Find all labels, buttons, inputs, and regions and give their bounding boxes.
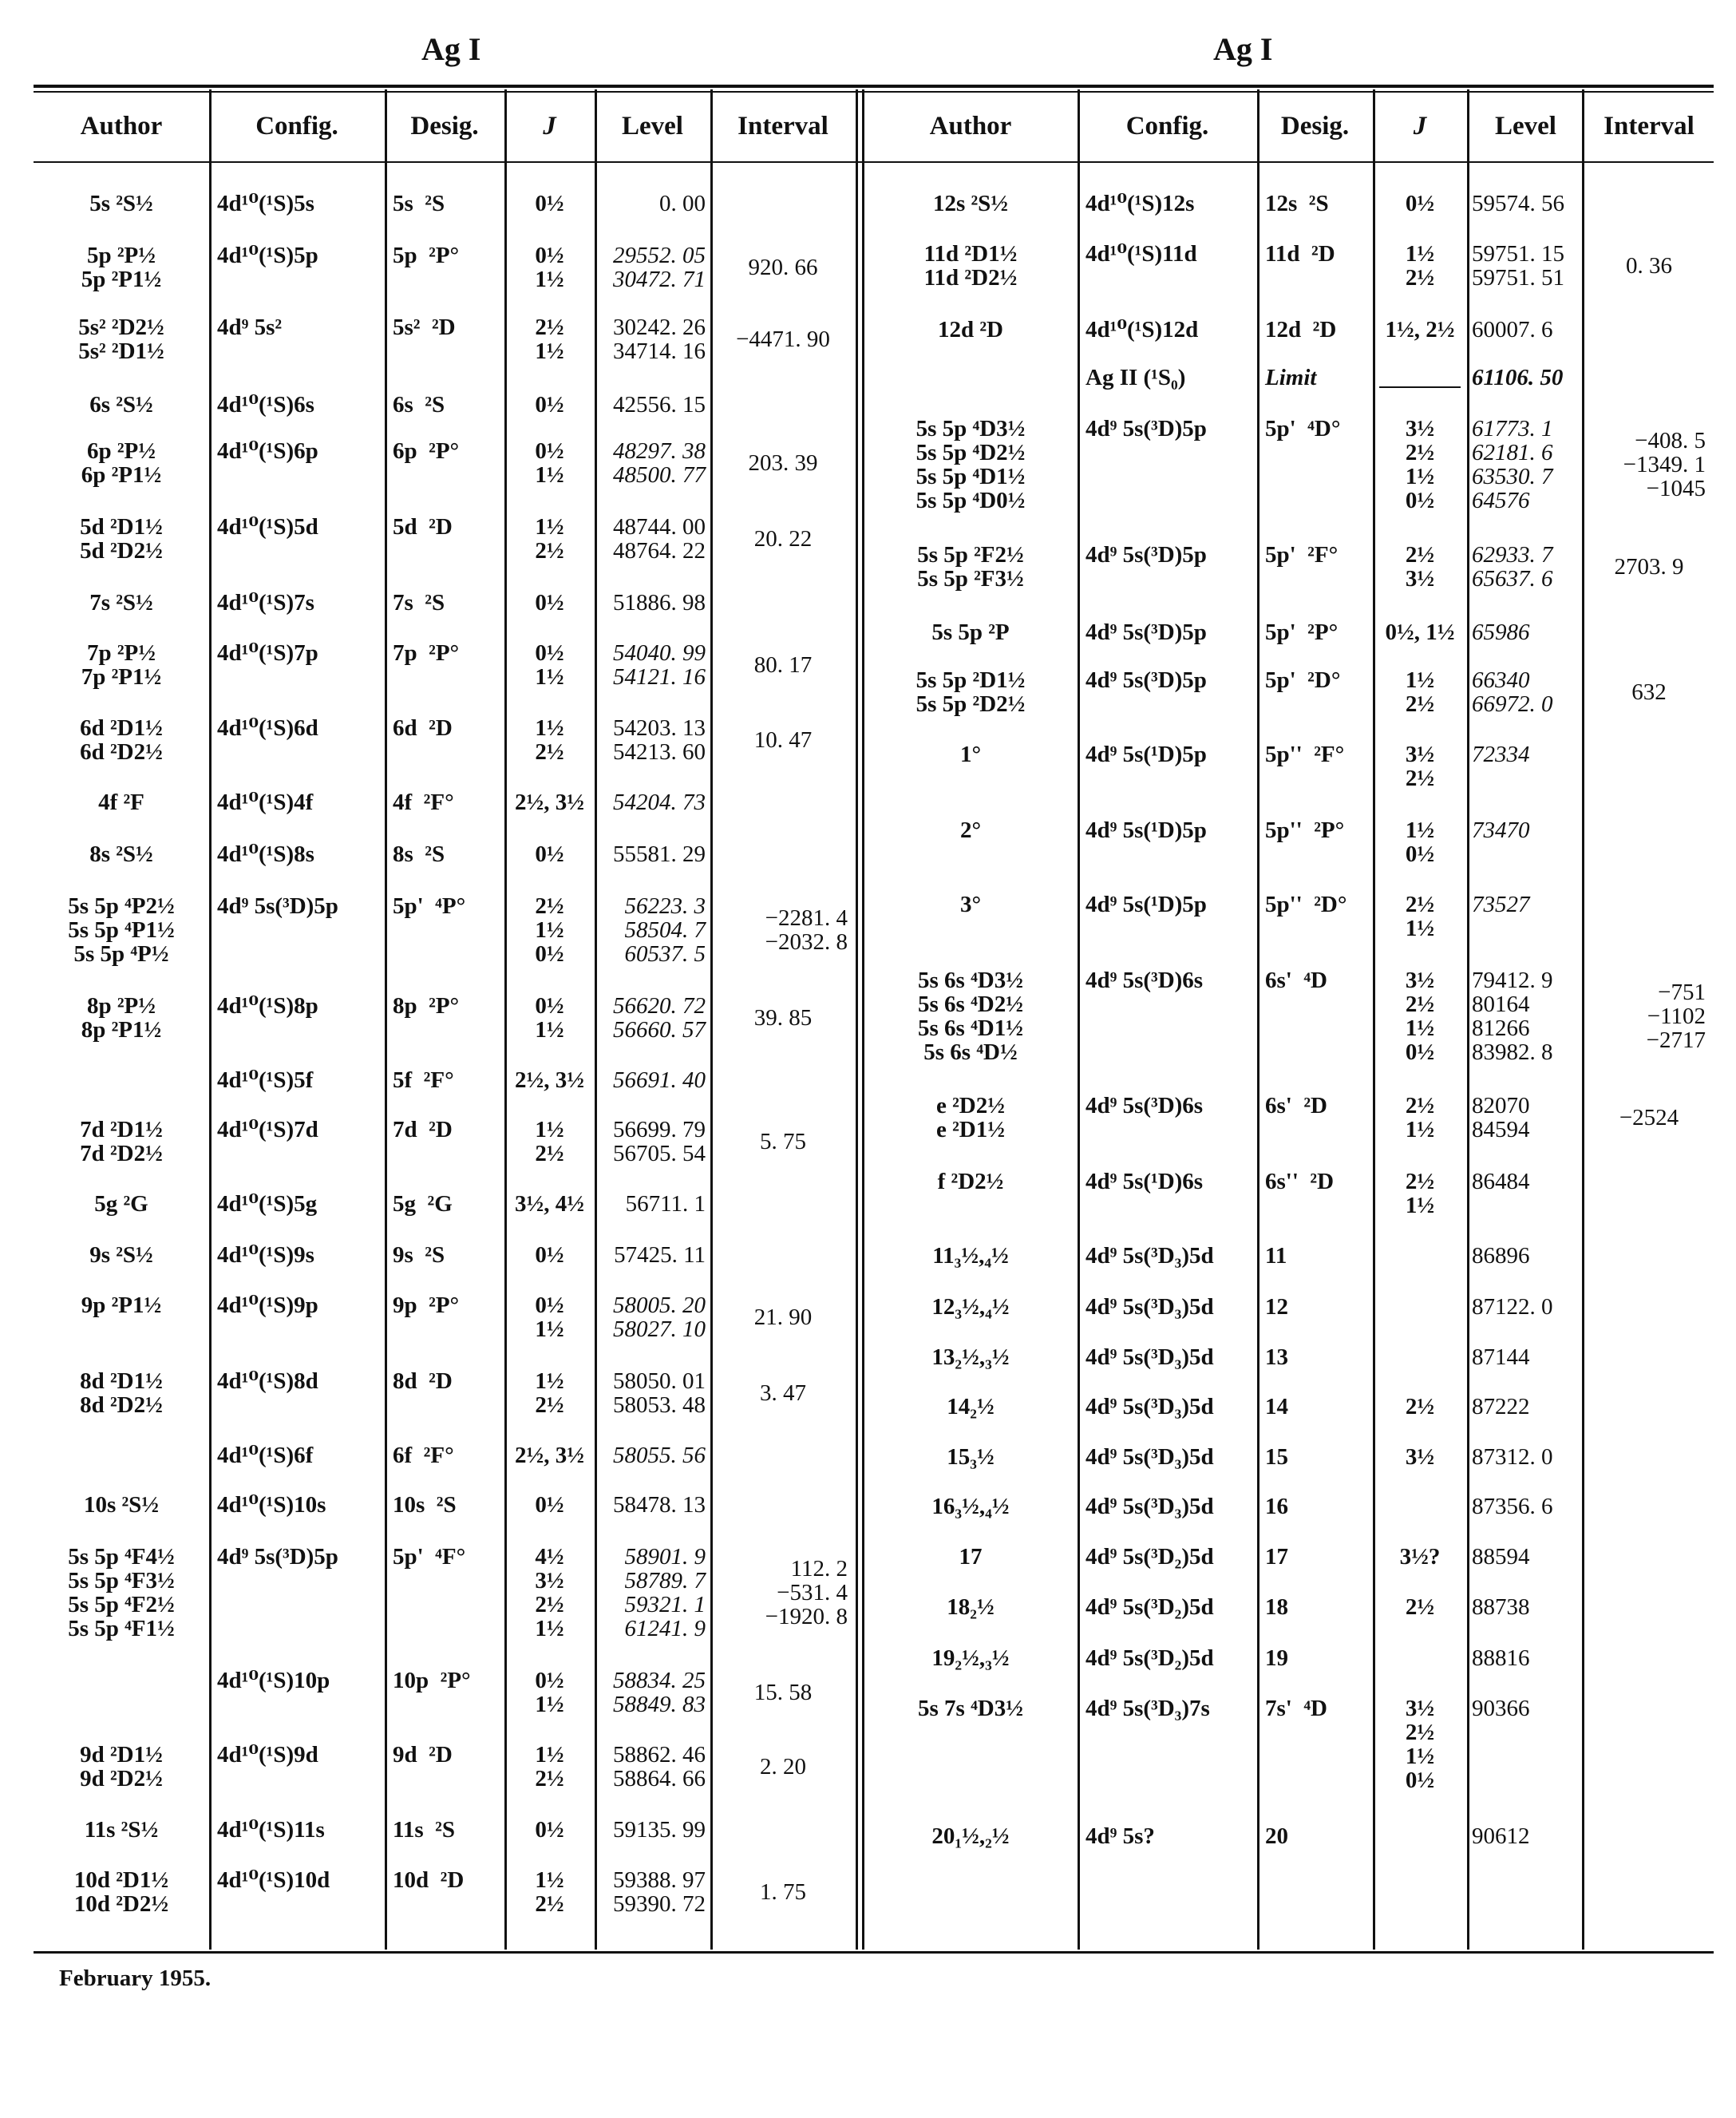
- level-cell: 65986: [1472, 620, 1530, 645]
- header-config: Config.: [1125, 112, 1209, 141]
- desig-cell: 12: [1265, 1294, 1288, 1320]
- desig-cell: 5p'' ²P°: [1265, 818, 1345, 843]
- interval-cell: −751 −1102 −2717: [1646, 980, 1706, 1053]
- header-interval: Interval: [1604, 112, 1694, 141]
- level-cell: 55581. 29: [613, 841, 706, 867]
- author-cell: 19₂½,₃½: [931, 1645, 1010, 1671]
- level-cell: 90366: [1472, 1696, 1530, 1721]
- config-cell: 4d⁹ 5s(³D)5p: [1085, 542, 1207, 568]
- interval-cell: −2281. 4 −2032. 8: [765, 905, 848, 955]
- author-cell: 17: [959, 1544, 983, 1570]
- j-cell: 0½ 1½: [535, 1668, 564, 1717]
- level-cell: 58055. 56: [613, 1443, 706, 1468]
- column-divider: [1257, 89, 1259, 1950]
- desig-cell: 5p'' ²F°: [1265, 742, 1345, 767]
- author-cell: 8d ²D1½ 8d ²D2½: [80, 1368, 163, 1418]
- level-cell: 61773. 1 62181. 6 63530. 7 64576: [1472, 416, 1553, 513]
- author-cell: 8p ²P½ 8p ²P1½: [81, 993, 162, 1043]
- interval-cell: 203. 39: [748, 450, 818, 476]
- desig-cell: 11d ²D: [1265, 241, 1335, 267]
- header-rule: [34, 161, 1714, 163]
- author-cell: 20₁½,₂½: [931, 1823, 1010, 1849]
- interval-cell: 632: [1631, 679, 1667, 705]
- author-cell: 7p ²P½ 7p ²P1½: [81, 640, 162, 690]
- header-author: Author: [929, 112, 1012, 141]
- config-cell: 4d¹⁰(¹S)7s: [217, 590, 314, 616]
- author-cell: f ²D2½: [937, 1169, 1004, 1194]
- config-cell: 4d⁹ 5s(³D₂)5d: [1085, 1544, 1214, 1570]
- config-cell: 4d¹⁰(¹S)8s: [217, 841, 314, 867]
- desig-cell: 10d ²D: [393, 1867, 465, 1893]
- level-cell: 30242. 26 34714. 16: [613, 315, 706, 364]
- author-cell: 12s ²S½: [932, 191, 1009, 216]
- desig-cell: 10p ²P°: [393, 1668, 471, 1693]
- author-cell: 5s 5p ²P: [931, 620, 1010, 645]
- desig-cell: 6s'' ²D: [1265, 1169, 1335, 1194]
- level-cell: 87144: [1472, 1344, 1530, 1370]
- desig-cell: 8p ²P°: [393, 993, 460, 1019]
- desig-cell: 6p ²P°: [393, 438, 460, 464]
- config-cell: Ag II (¹S₀): [1085, 365, 1186, 390]
- j-cell: 0½ 1½: [535, 243, 564, 292]
- j-cell: 0½: [535, 590, 564, 616]
- author-cell: 13₂½,₃½: [931, 1344, 1010, 1370]
- config-cell: 4d¹⁰(¹S)7d: [217, 1117, 318, 1142]
- j-cell: 3½: [1405, 1444, 1435, 1470]
- top-rule: [34, 85, 1714, 88]
- author-cell: 2°: [959, 818, 982, 843]
- level-cell: 56620. 72 56660. 57: [613, 993, 706, 1043]
- desig-cell: 7p ²P°: [393, 640, 460, 666]
- desig-cell: 6s' ⁴D: [1265, 968, 1327, 993]
- j-cell: 1½ 2½: [1405, 667, 1435, 717]
- level-cell: 54040. 99 54121. 16: [613, 640, 706, 690]
- j-cell: 0½: [535, 1817, 564, 1843]
- interval-cell: 920. 66: [748, 255, 818, 280]
- level-cell: 54203. 13 54213. 60: [613, 715, 706, 765]
- author-cell: 5s 6s ⁴D3½ 5s 6s ⁴D2½ 5s 6s ⁴D1½ 5s 6s ⁴D½: [918, 968, 1023, 1065]
- level-cell: 56223. 3 58504. 7 60537. 5: [624, 893, 706, 967]
- j-cell: 0½ 1½: [535, 993, 564, 1043]
- desig-cell: 7d ²D: [393, 1117, 453, 1142]
- desig-cell: 5g ²G: [393, 1191, 453, 1217]
- title-right: Ag I: [1213, 31, 1273, 67]
- config-cell: 4d⁹ 5s(³D₃)5d: [1085, 1444, 1214, 1470]
- desig-cell: 12s ²S: [1265, 191, 1329, 216]
- desig-cell: 6f ²F°: [393, 1443, 454, 1468]
- level-cell: 54204. 73: [613, 790, 706, 815]
- config-cell: 4d¹⁰(¹S)5g: [217, 1191, 318, 1217]
- interval-cell: 5. 75: [760, 1129, 806, 1154]
- config-cell: 4d⁹ 5s(¹D)5p: [1085, 892, 1207, 917]
- level-cell: 58834. 25 58849. 83: [613, 1668, 706, 1717]
- author-cell: 5s² ²D2½ 5s² ²D1½: [78, 315, 164, 364]
- level-cell: 48744. 00 48764. 22: [613, 514, 706, 564]
- level-cell: 56711. 1: [625, 1191, 706, 1217]
- config-cell: 4d⁹ 5s(³D)6s: [1085, 1093, 1204, 1118]
- header-author: Author: [80, 112, 163, 141]
- header-j: J: [1413, 112, 1427, 141]
- desig-cell: 5p ²P°: [393, 243, 460, 268]
- config-cell: 4d⁹ 5s(³D)5p: [217, 1544, 338, 1570]
- j-cell: 0½: [1405, 191, 1435, 216]
- level-cell: 29552. 05 30472. 71: [613, 243, 706, 292]
- desig-cell: 7s' ⁴D: [1265, 1696, 1327, 1721]
- config-cell: 4d¹⁰(¹S)9s: [217, 1242, 314, 1268]
- desig-cell: 5s ²S: [393, 191, 445, 216]
- config-cell: 4d⁹ 5s(³D₃)5d: [1085, 1243, 1214, 1269]
- desig-cell: 7s ²S: [393, 590, 445, 616]
- desig-cell: 6s' ²D: [1265, 1093, 1327, 1118]
- j-cell: 0½ 1½: [535, 1293, 564, 1342]
- level-cell: 58005. 20 58027. 10: [613, 1293, 706, 1342]
- j-cell: 0½, 1½: [1385, 620, 1455, 645]
- j-cell: 1½ 2½: [535, 715, 564, 765]
- config-cell: 4d⁹ 5s(³D₂)5d: [1085, 1594, 1214, 1620]
- config-cell: 4d⁹ 5s(³D)5p: [217, 893, 338, 919]
- center-double-divider: [862, 89, 864, 1950]
- level-cell: 51886. 98: [613, 590, 706, 616]
- author-cell: 5s 5p ⁴D3½ 5s 5p ⁴D2½ 5s 5p ⁴D1½ 5s 5p ⁴D0½: [915, 416, 1026, 513]
- level-cell: 90612: [1472, 1823, 1530, 1849]
- config-cell: 4d¹⁰(¹S)6f: [217, 1443, 314, 1468]
- interval-cell: −408. 5 −1349. 1 −1045: [1623, 428, 1706, 501]
- level-cell: 58862. 46 58864. 66: [613, 1742, 706, 1791]
- config-cell: 4d¹⁰(¹S)6s: [217, 392, 314, 418]
- header-level: Level: [1495, 112, 1556, 141]
- j-cell: 4½ 3½ 2½ 1½: [535, 1544, 564, 1641]
- interval-cell: 15. 58: [753, 1680, 813, 1705]
- j-cell: 1½ 0½: [1405, 818, 1435, 867]
- header-config: Config.: [255, 112, 338, 141]
- desig-cell: 5p' ²P°: [1265, 620, 1339, 645]
- desig-cell: 8d ²D: [393, 1368, 453, 1394]
- level-cell: 58050. 01 58053. 48: [613, 1368, 706, 1418]
- interval-cell: 3. 47: [760, 1380, 806, 1406]
- interval-cell: 2. 20: [760, 1754, 806, 1780]
- config-cell: 4d⁹ 5s(³D)5p: [1085, 667, 1207, 693]
- j-cell: _______: [1379, 365, 1461, 390]
- desig-cell: 17: [1265, 1544, 1288, 1570]
- level-cell: 88816: [1472, 1645, 1530, 1671]
- level-cell: 66340 66972. 0: [1472, 667, 1553, 717]
- interval-cell: −2524: [1619, 1105, 1679, 1130]
- j-cell: 2½ 3½: [1405, 542, 1435, 592]
- level-cell: 61106. 50: [1472, 365, 1564, 390]
- level-cell: 72334: [1472, 742, 1530, 767]
- desig-cell: 10s ²S: [393, 1492, 457, 1518]
- desig-cell: 6d ²D: [393, 715, 453, 741]
- level-cell: 73470: [1472, 818, 1530, 843]
- j-cell: 0½ 1½: [535, 438, 564, 488]
- interval-cell: −4471. 90: [736, 327, 830, 352]
- desig-cell: 4f ²F°: [393, 790, 454, 815]
- top-rule-thin: [34, 91, 1714, 93]
- desig-cell: 5p' ²F°: [1265, 542, 1339, 568]
- j-cell: 0½: [535, 1492, 564, 1518]
- header-j: J: [543, 112, 556, 141]
- author-cell: 18₂½: [947, 1594, 995, 1620]
- j-cell: 1½, 2½: [1385, 317, 1455, 342]
- config-cell: 4d¹⁰(¹S)5f: [217, 1067, 314, 1093]
- config-cell: 4d¹⁰(¹S)10p: [217, 1668, 330, 1693]
- author-cell: 3°: [959, 892, 982, 917]
- level-cell: 87122. 0: [1472, 1294, 1553, 1320]
- desig-cell: 20: [1265, 1823, 1288, 1849]
- desig-cell: 5f ²F°: [393, 1067, 454, 1093]
- config-cell: 4d¹⁰(¹S)10d: [217, 1867, 330, 1893]
- desig-cell: 9s ²S: [393, 1242, 445, 1268]
- j-cell: 3½, 4½: [515, 1191, 584, 1217]
- config-cell: 4d¹⁰(¹S)7p: [217, 640, 318, 666]
- author-cell: 5s 5p ²F2½ 5s 5p ²F3½: [917, 542, 1024, 592]
- level-cell: 59135. 99: [613, 1817, 706, 1843]
- desig-cell: 16: [1265, 1494, 1288, 1519]
- config-cell: 4d¹⁰(¹S)8d: [217, 1368, 318, 1394]
- author-cell: 6s ²S½: [89, 392, 153, 418]
- column-divider: [504, 89, 507, 1950]
- header-level: Level: [622, 112, 683, 141]
- level-cell: 86896: [1472, 1243, 1530, 1269]
- author-cell: 5p ²P½ 5p ²P1½: [81, 243, 162, 292]
- desig-cell: 11: [1265, 1243, 1287, 1269]
- j-cell: 1½ 2½: [535, 1867, 564, 1917]
- column-divider: [710, 89, 713, 1950]
- config-cell: 4d¹⁰(¹S)12d: [1085, 317, 1199, 342]
- author-cell: 16₃½,₄½: [931, 1494, 1010, 1519]
- column-divider: [1467, 89, 1469, 1950]
- interval-cell: 1. 75: [760, 1879, 806, 1905]
- j-cell: 1½ 2½: [1405, 241, 1435, 291]
- author-cell: 11s ²S½: [84, 1817, 159, 1843]
- interval-cell: 20. 22: [753, 526, 813, 552]
- level-cell: 48297. 38 48500. 77: [613, 438, 706, 488]
- author-cell: 12₃½,₄½: [931, 1294, 1010, 1320]
- author-cell: 5s 5p ⁴F4½ 5s 5p ⁴F3½ 5s 5p ⁴F2½ 5s 5p ⁴F1½: [68, 1544, 175, 1641]
- desig-cell: 5p'' ²D°: [1265, 892, 1347, 917]
- level-cell: 42556. 15: [613, 392, 706, 418]
- j-cell: 0½: [535, 841, 564, 867]
- level-cell: 57425. 11: [614, 1242, 706, 1268]
- j-cell: 3½ 2½ 1½ 0½: [1405, 416, 1435, 513]
- j-cell: 2½ 1½: [1405, 892, 1435, 941]
- level-cell: 56691. 40: [613, 1067, 706, 1093]
- level-cell: 88738: [1472, 1594, 1530, 1620]
- config-cell: 4d⁹ 5s²: [217, 315, 283, 340]
- level-cell: 56699. 79 56705. 54: [613, 1117, 706, 1166]
- config-cell: 4d¹⁰(¹S)9p: [217, 1293, 318, 1318]
- level-cell: 0. 00: [659, 191, 706, 216]
- level-cell: 87356. 6: [1472, 1494, 1553, 1519]
- center-double-divider: [856, 89, 858, 1950]
- interval-cell: 80. 17: [753, 652, 813, 678]
- level-cell: 87222: [1472, 1394, 1530, 1419]
- config-cell: 4d⁹ 5s(¹D)6s: [1085, 1169, 1204, 1194]
- j-cell: 2½ 1½ 0½: [535, 893, 564, 967]
- desig-cell: 8s ²S: [393, 841, 445, 867]
- author-cell: 15₃½: [947, 1444, 995, 1470]
- author-cell: e ²D2½ e ²D1½: [935, 1093, 1005, 1142]
- author-cell: 7s ²S½: [89, 590, 153, 616]
- desig-cell: 13: [1265, 1344, 1288, 1370]
- j-cell: 1½ 2½: [535, 514, 564, 564]
- author-cell: 8s ²S½: [89, 841, 153, 867]
- desig-cell: 5p' ²D°: [1265, 667, 1341, 693]
- interval-cell: 2703. 9: [1614, 554, 1684, 580]
- column-divider: [1582, 89, 1584, 1950]
- j-cell: 3½ 2½: [1405, 742, 1435, 791]
- author-cell: 9p ²P1½: [81, 1293, 162, 1318]
- config-cell: 4d⁹ 5s(³D₂)5d: [1085, 1645, 1214, 1671]
- author-cell: 5s 7s ⁴D3½: [918, 1696, 1023, 1721]
- j-cell: 1½ 2½: [535, 1117, 564, 1166]
- config-cell: 4d¹⁰(¹S)9d: [217, 1742, 318, 1768]
- desig-cell: 18: [1265, 1594, 1288, 1620]
- j-cell: 2½ 1½: [535, 315, 564, 364]
- level-cell: 59388. 97 59390. 72: [613, 1867, 706, 1917]
- config-cell: 4d⁹ 5s(¹D)5p: [1085, 742, 1207, 767]
- interval-cell: 39. 85: [753, 1005, 813, 1031]
- j-cell: 0½: [535, 191, 564, 216]
- author-cell: 4f ²F: [98, 790, 144, 815]
- column-divider: [1078, 89, 1080, 1950]
- j-cell: 0½ 1½: [535, 640, 564, 690]
- config-cell: 4d¹⁰(¹S)5p: [217, 243, 318, 268]
- bottom-rule: [34, 1951, 1714, 1954]
- j-cell: 3½?: [1399, 1544, 1441, 1570]
- level-cell: 59574. 56: [1472, 191, 1564, 216]
- level-cell: 60007. 6: [1472, 317, 1553, 342]
- j-cell: 0½: [535, 392, 564, 418]
- config-cell: 4d⁹ 5s(¹D)5p: [1085, 818, 1207, 843]
- desig-cell: 6s ²S: [393, 392, 445, 418]
- author-cell: 5s ²S½: [89, 191, 153, 216]
- config-cell: 4d¹⁰(¹S)6d: [217, 715, 318, 741]
- config-cell: 4d¹⁰(¹S)6p: [217, 438, 318, 464]
- level-cell: 88594: [1472, 1544, 1530, 1570]
- author-cell: 9d ²D1½ 9d ²D2½: [80, 1742, 163, 1791]
- level-cell: 87312. 0: [1472, 1444, 1553, 1470]
- desig-cell: 5p' ⁴F°: [393, 1544, 466, 1570]
- config-cell: 4d⁹ 5s(³D₃)5d: [1085, 1394, 1214, 1419]
- author-cell: 14₂½: [947, 1394, 995, 1419]
- j-cell: 0½: [535, 1242, 564, 1268]
- config-cell: 4d¹⁰(¹S)8p: [217, 993, 318, 1019]
- level-cell: 58478. 13: [613, 1492, 706, 1518]
- level-cell: 62933. 7 65637. 6: [1472, 542, 1553, 592]
- config-cell: 4d¹⁰(¹S)5d: [217, 514, 318, 540]
- author-cell: 5g ²G: [94, 1191, 148, 1217]
- j-cell: 2½, 3½: [515, 1443, 584, 1468]
- config-cell: 4d⁹ 5s(³D₃)7s: [1085, 1696, 1210, 1721]
- author-cell: 5s 5p ⁴P2½ 5s 5p ⁴P1½ 5s 5p ⁴P½: [68, 893, 175, 967]
- config-cell: 4d⁹ 5s(³D₃)5d: [1085, 1494, 1214, 1519]
- author-cell: 7d ²D1½ 7d ²D2½: [80, 1117, 163, 1166]
- level-cell: 79412. 9 80164 81266 83982. 8: [1472, 968, 1553, 1065]
- author-cell: 11₃½,₄½: [932, 1243, 1009, 1269]
- desig-cell: 19: [1265, 1645, 1288, 1671]
- header-desig: Desig.: [410, 112, 479, 141]
- config-cell: 4d⁹ 5s(³D₃)5d: [1085, 1294, 1214, 1320]
- interval-cell: 0. 36: [1626, 253, 1672, 279]
- j-cell: 2½, 3½: [515, 1067, 584, 1093]
- author-cell: 5d ²D1½ 5d ²D2½: [80, 514, 163, 564]
- j-cell: 3½ 2½ 1½ 0½: [1405, 968, 1435, 1065]
- level-cell: 59751. 15 59751. 51: [1472, 241, 1564, 291]
- column-divider: [1373, 89, 1375, 1950]
- author-cell: 10s ²S½: [83, 1492, 160, 1518]
- author-cell: 10d ²D1½ 10d ²D2½: [73, 1867, 169, 1917]
- desig-cell: 15: [1265, 1444, 1288, 1470]
- author-cell: 5s 5p ²D1½ 5s 5p ²D2½: [915, 667, 1026, 717]
- j-cell: 2½: [1405, 1594, 1435, 1620]
- j-cell: 2½ 1½: [1405, 1169, 1435, 1218]
- config-cell: 4d¹⁰(¹S)10s: [217, 1492, 326, 1518]
- header-desig: Desig.: [1280, 112, 1350, 141]
- footer-date: February 1955.: [59, 1966, 212, 1991]
- desig-cell: 5d ²D: [393, 514, 453, 540]
- level-cell: 86484: [1472, 1169, 1530, 1194]
- j-cell: 2½ 1½: [1405, 1093, 1435, 1142]
- desig-cell: 5p' ⁴D°: [1265, 416, 1341, 441]
- level-cell: 73527: [1472, 892, 1530, 917]
- column-divider: [595, 89, 597, 1950]
- j-cell: 1½ 2½: [535, 1368, 564, 1418]
- config-cell: 4d⁹ 5s(³D₃)5d: [1085, 1344, 1214, 1370]
- j-cell: 2½, 3½: [515, 790, 584, 815]
- config-cell: 4d¹⁰(¹S)12s: [1085, 191, 1195, 216]
- config-cell: 4d⁹ 5s(³D)5p: [1085, 620, 1207, 645]
- title-left: Ag I: [421, 31, 481, 67]
- author-cell: 12d ²D: [937, 317, 1003, 342]
- header-interval: Interval: [738, 112, 828, 141]
- desig-cell: 9p ²P°: [393, 1293, 460, 1318]
- column-divider: [385, 89, 387, 1950]
- author-cell: 11d ²D1½ 11d ²D2½: [923, 241, 1018, 291]
- desig-cell: 14: [1265, 1394, 1288, 1419]
- author-cell: 6d ²D1½ 6d ²D2½: [80, 715, 163, 765]
- column-divider: [209, 89, 212, 1950]
- desig-cell: 9d ²D: [393, 1742, 453, 1768]
- config-cell: 4d¹⁰(¹S)11d: [1085, 241, 1197, 267]
- desig-cell: 12d ²D: [1265, 317, 1337, 342]
- config-cell: 4d¹⁰(¹S)5s: [217, 191, 314, 216]
- level-cell: 82070 84594: [1472, 1093, 1530, 1142]
- author-cell: 9s ²S½: [89, 1242, 153, 1268]
- author-cell: 6p ²P½ 6p ²P1½: [81, 438, 162, 488]
- config-cell: 4d⁹ 5s?: [1085, 1823, 1155, 1849]
- j-cell: 2½: [1405, 1394, 1435, 1419]
- config-cell: 4d⁹ 5s(³D)5p: [1085, 416, 1207, 441]
- config-cell: 4d¹⁰(¹S)11s: [217, 1817, 325, 1843]
- level-cell: 58901. 9 58789. 7 59321. 1 61241. 9: [624, 1544, 706, 1641]
- interval-cell: 21. 90: [753, 1304, 813, 1330]
- desig-cell: Limit: [1265, 365, 1317, 390]
- j-cell: 1½ 2½: [535, 1742, 564, 1791]
- config-cell: 4d¹⁰(¹S)4f: [217, 790, 314, 815]
- desig-cell: 11s ²S: [393, 1817, 456, 1843]
- desig-cell: 5p' ⁴P°: [393, 893, 466, 919]
- config-cell: 4d⁹ 5s(³D)6s: [1085, 968, 1204, 993]
- j-cell: 3½ 2½ 1½ 0½: [1405, 1696, 1435, 1793]
- desig-cell: 5s² ²D: [393, 315, 456, 340]
- author-cell: 1°: [959, 742, 982, 767]
- interval-cell: 10. 47: [753, 727, 813, 753]
- interval-cell: 112. 2 −531. 4 −1920. 8: [765, 1556, 848, 1629]
